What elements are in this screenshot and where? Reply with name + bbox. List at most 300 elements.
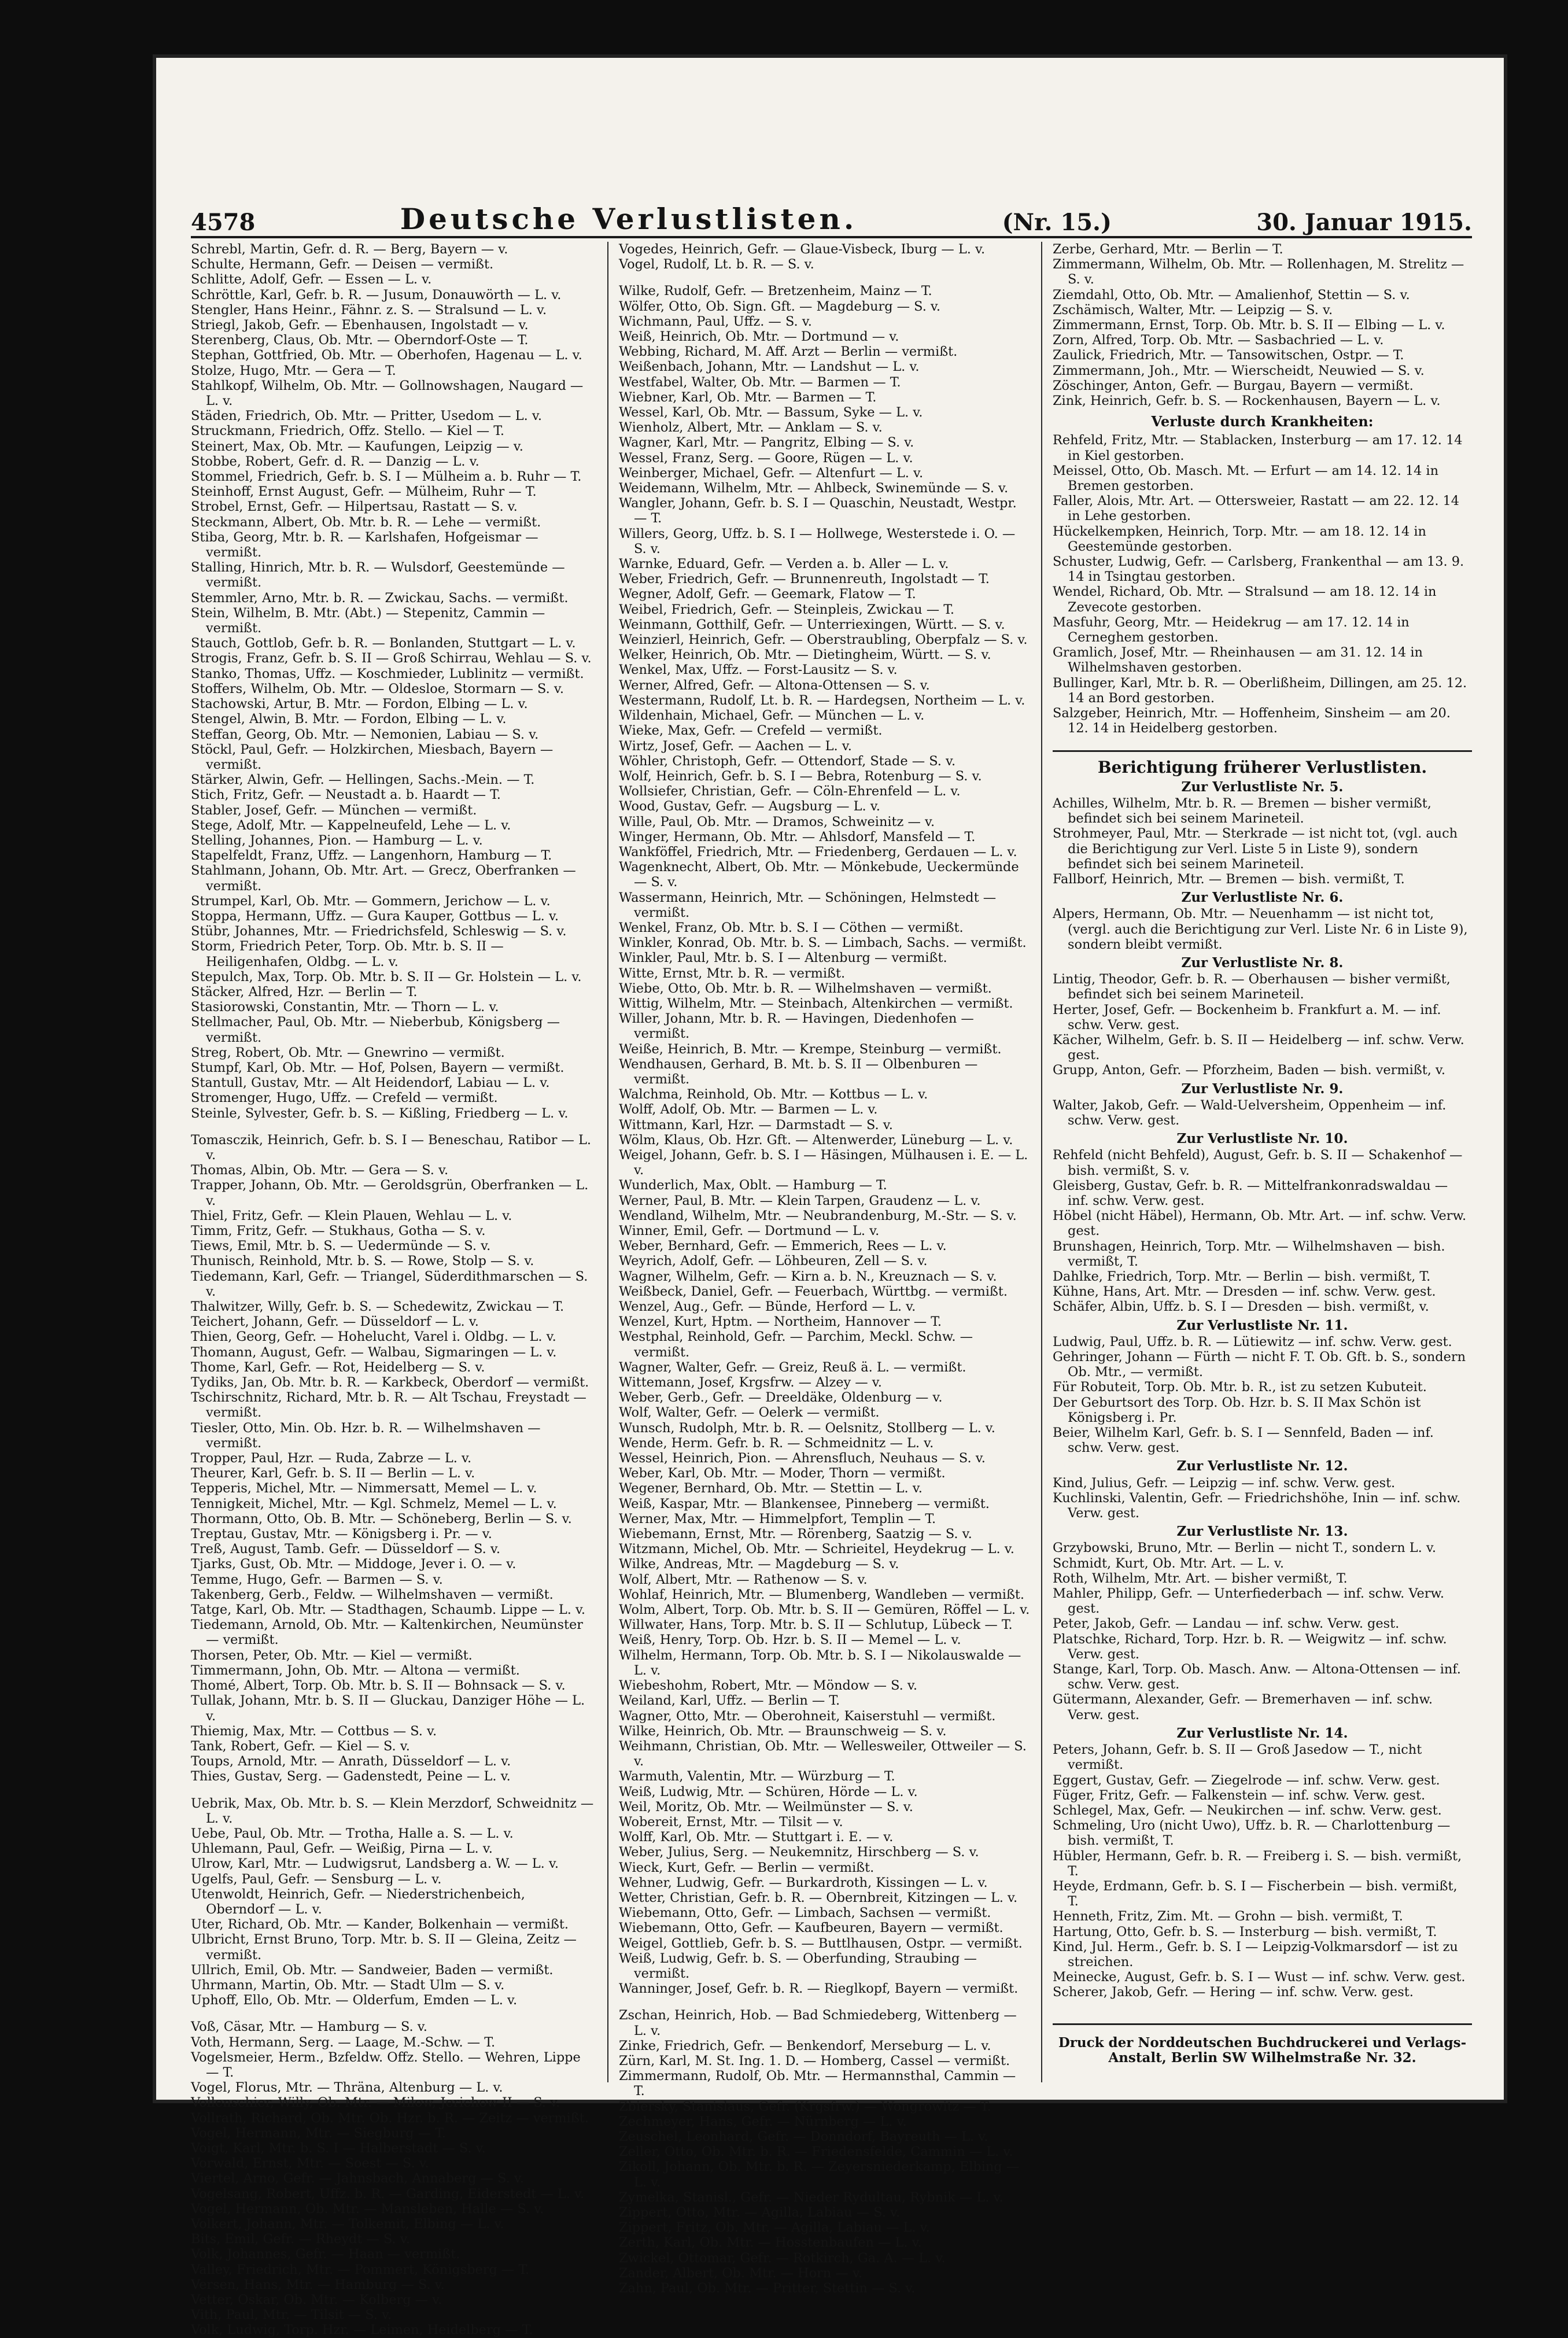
column-divider [1041, 242, 1042, 2082]
list-entry: Kühne, Hans, Art. Mtr. — Dresden — inf. schw. Verw. gest. [1053, 1284, 1436, 1300]
list-entry: Bullinger, Karl, Mtr. b. R. — Oberlißheim, Dillingen, am 25. 12. 14 an Bord gestorben. [1053, 675, 1467, 706]
list-entry: Hübler, Hermann, Gefr. b. R. — Freiberg i. S. — bish. vermißt, T. [1053, 1848, 1462, 1879]
list-entry: Städen, Friedrich, Ob. Mtr. — Pritter, Usedom — L. v. [191, 408, 542, 424]
list-entry: Winkler, Konrad, Ob. Mtr. b. S. — Limbach, Sachs. — vermißt. [619, 935, 1027, 951]
list-entry: Tjarks, Gust, Ob. Mtr. — Middoge, Jever i. O. — v. [191, 1557, 516, 1572]
list-entry: Weiß, Ludwig, Mtr. — Schüren, Hörde — L. v. [619, 1784, 918, 1799]
list-entry: Winkler, Paul, Mtr. b. S. I — Altenburg — vermißt. [619, 950, 947, 966]
list-entry: Wolff, Adolf, Ob. Mtr. — Barmen — L. v. [619, 1102, 878, 1118]
list-entry: Weißbeck, Daniel, Gefr. — Feuerbach, Württbg. — vermißt. [619, 1284, 1008, 1299]
list-entry: Bits, Emil, Gefr. — Rheydt — S. v. [191, 2232, 410, 2247]
list-entry: Weidemann, Wilhelm, Mtr. — Ahlbeck, Swinemünde — S. v. [619, 481, 1009, 496]
list-entry: Wankföffel, Friedrich, Mtr. — Friedenberg, Gerdauen — L. v. [619, 844, 1017, 860]
list-entry: Hartung, Otto, Gefr. b. S. — Insterburg — bish. vermißt, T. [1053, 1924, 1437, 1939]
list-entry: Stalling, Hinrich, Mtr. b. R. — Wulsdorf, Geestemünde — vermißt. [191, 560, 565, 591]
list-entry: Strogis, Franz, Gefr. b. S. II — Groß Schirrau, Wehlau — S. v. [191, 651, 592, 666]
list-entry: Wiebemann, Otto, Gefr. — Limbach, Sachsen — vermißt. [619, 1905, 991, 1921]
list-entry: Witte, Ernst, Mtr. b. R. — vermißt. [619, 965, 846, 981]
list-entry: Steinert, Max, Ob. Mtr. — Kaufungen, Leipzig — v. [191, 438, 523, 454]
list-entry: Tullak, Johann, Mtr. b. S. II — Gluckau, Danziger Höhe — L. v. [191, 1693, 585, 1724]
list-entry: Weigel, Gottlieb, Gefr. b. S. — Buttlhausen, Ostpr. — vermißt. [619, 1935, 1023, 1951]
list-entry: Wilke, Heinrich, Ob. Mtr. — Braunschweig — S. v. [619, 1723, 947, 1739]
list-entry: Storm, Friedrich Peter, Torp. Ob. Mtr. b. S. II — Heiligenhafen, Oldbg. — L. v. [191, 939, 504, 969]
subsection-heading: Zur Verlustliste Nr. 8. [1181, 954, 1344, 971]
list-entry: Vollrath, Richard, Ob. Mtr. Ob. Hzr. b. R. — Zeitz — vermißt. [191, 2110, 589, 2126]
list-entry: Tomasczik, Heinrich, Gefr. b. S. I — Beneschau, Ratibor — L. v. [191, 1132, 592, 1163]
list-entry: Weil, Moritz, Ob. Mtr. — Weilmünster — S. v. [619, 1799, 913, 1815]
list-entry: Wöhler, Christoph, Gefr. — Ottendorf, Stade — S. v. [619, 753, 956, 769]
list-entry: Striegl, Jakob, Gefr. — Ebenhausen, Ingolstadt — v. [191, 318, 529, 333]
list-entry: Wood, Gustav, Gefr. — Augsburg — L. v. [619, 799, 880, 814]
list-entry: Uter, Richard, Ob. Mtr. — Kander, Bolkenhain — vermißt. [191, 1917, 569, 1933]
subsection-heading: Zur Verlustliste Nr. 9. [1181, 1081, 1344, 1097]
list-entry: Henneth, Fritz, Zim. Mt. — Grohn — bish. vermißt, T. [1053, 1909, 1403, 1924]
list-entry: Wobereit, Ernst, Mtr. — Tilsit — v. [619, 1814, 843, 1830]
list-entry: Warnke, Eduard, Gefr. — Verden a. b. Aller — L. v. [619, 556, 949, 572]
list-entry: Brunshagen, Heinrich, Torp. Mtr. — Wilhelmshaven — bish. vermißt, T. [1053, 1238, 1445, 1269]
list-entry: Wetter, Christian, Gefr. b. R. — Obernbreit, Kitzingen — L. v. [619, 1890, 1018, 1905]
list-entry: Wilke, Andreas, Mtr. — Magdeburg — S. v. [619, 1557, 899, 1572]
list-entry: Scherer, Jakob, Gefr. — Hering — inf. schw. Verw. gest. [1053, 1985, 1414, 2000]
list-entry: Timm, Fritz, Gefr. — Stukhaus, Gotha — S. v. [191, 1223, 486, 1238]
list-entry: Wolff, Karl, Ob. Mtr. — Stuttgart i. E. — v. [619, 1830, 894, 1845]
list-entry: Wenzel, Kurt, Hptm. — Northeim, Hannover — T. [619, 1314, 942, 1330]
list-entry: Grupp, Anton, Gefr. — Pforzheim, Baden — bish. vermißt, v. [1053, 1063, 1446, 1078]
issue-number: (Nr. 15.) [1002, 209, 1112, 236]
list-entry: Stabler, Josef, Gefr. — München — vermißt. [191, 802, 477, 818]
subsection-heading: Zur Verlustliste Nr. 11. [1176, 1317, 1348, 1333]
list-entry: Werner, Paul, B. Mtr. — Klein Tarpen, Graudenz — L. v. [619, 1193, 981, 1208]
list-entry: Meissel, Otto, Ob. Masch. Mt. — Erfurt — am 14. 12. 14 in Bremen gestorben. [1053, 463, 1439, 494]
list-entry: Weiße, Heinrich, B. Mtr. — Krempe, Steinburg — vermißt. [619, 1041, 1002, 1057]
list-entry: Zeller, Otto, Ob. Mtr. b. R. — Friedensfelde, Cammin — L. v. [619, 2144, 1013, 2160]
list-entry: Stäcker, Alfred, Hzr. — Berlin — T. [191, 984, 418, 1000]
list-entry: Stommel, Friedrich, Gefr. b. S. I — Mülheim a. b. Ruhr — T. [191, 469, 582, 485]
list-entry: Zahn, Paul, Ob. Mtr. — Pritter, Stettin — S. v. [619, 2281, 916, 2296]
list-entry: Schuster, Ludwig, Gefr. — Carlsberg, Frankenthal — am 13. 9. 14 in Tsingtau gestorben. [1053, 554, 1464, 585]
list-entry: Wegner, Adolf, Gefr. — Geemark, Flatow — T. [619, 587, 916, 602]
list-entry: Stahlkopf, Wilhelm, Ob. Mtr. — Gollnowshagen, Naugard — L. v. [191, 378, 584, 409]
list-entry: Der Geburtsort des Torp. Ob. Hzr. b. S. II Max Schön ist Königsberg i. Pr. [1053, 1395, 1421, 1425]
list-entry: Thomann, August, Gefr. — Walbau, Sigmaringen — L. v. [191, 1344, 557, 1360]
column-1 [191, 242, 596, 2338]
list-entry: Vogelsang, Robert, Uffz. b. R. — Garding, Eiderstedt — L. v. [191, 2186, 585, 2201]
list-entry: Gleisberg, Gustav, Gefr. b. R. — Mittelfrankonradswaldau — inf. schw. Verw. gest. [1053, 1178, 1448, 1208]
list-entry: Stumpf, Karl, Ob. Mtr. — Hof, Polsen, Bayern — vermißt. [191, 1060, 565, 1075]
list-entry: Rehfeld (nicht Behfeld), August, Gefr. b. S. II — Schakenhof — bish. vermißt, S. v. [1053, 1148, 1463, 1178]
list-entry: Vogel, Hermann, Mtr. — Siegburg — T. [191, 2125, 446, 2141]
list-entry: Weiland, Karl, Uffz. — Berlin — T. [619, 1693, 840, 1709]
list-entry: Wende, Herm. Gefr. b. R. — Schmeidnitz — L. v. [619, 1435, 934, 1451]
list-entry: Wiebemann, Ernst, Mtr. — Rörenberg, Saatzig — S. v. [619, 1526, 972, 1542]
list-entry: Tschirschnitz, Richard, Mtr. b. R. — Alt Tschau, Freystadt — vermißt. [191, 1390, 586, 1421]
list-entry: Uebrik, Max, Ob. Mtr. b. S. — Klein Merzdorf, Schweidnitz — L. v. [191, 1795, 594, 1826]
page-number: 4578 [191, 209, 256, 236]
list-entry: Stoffers, Wilhelm, Ob. Mtr. — Oldesloe, Stormarn — S. v. [191, 681, 564, 696]
list-entry: Wenkel, Franz, Ob. Mtr. b. S. I — Cöthen — vermißt. [619, 920, 964, 935]
list-entry: Hückelkempken, Heinrich, Torp. Mtr. — am 18. 12. 14 in Geestemünde gestorben. [1053, 523, 1426, 554]
list-entry: Kuchlinski, Valentin, Gefr. — Friedrichshöhe, Inin — inf. schw. Verw. gest. [1053, 1490, 1461, 1521]
list-entry: Stemmler, Arno, Mtr. b. R. — Zwickau, Sachs. — vermißt. [191, 590, 569, 606]
publication-title: Deutsche Verlustlisten. [400, 202, 858, 236]
list-entry: Toups, Arnold, Mtr. — Anrath, Düsseldorf — L. v. [191, 1754, 511, 1769]
list-entry: Eggert, Gustav, Gefr. — Ziegelrode — inf. schw. Verw. gest. [1053, 1772, 1440, 1788]
column-divider [607, 242, 608, 2082]
list-entry: Tiesler, Otto, Min. Ob. Hzr. b. R. — Wilhelmshaven — vermißt. [191, 1420, 541, 1451]
list-entry: Volk, Ludwig, Torp. Hzr. — Leimen, Heidelberg — T. [191, 2322, 533, 2338]
list-entry: Gramlich, Josef, Mtr. — Rheinhausen — am 31. 12. 14 in Wilhelmshaven gestorben. [1053, 645, 1423, 676]
list-entry: Zimmermann, Rudolf, Ob. Mtr. — Hermannsthal, Cammin — T. [619, 2068, 1016, 2099]
list-entry: Zink, Heinrich, Gefr. b. S. — Rockenhausen, Bayern — L. v. [1053, 393, 1441, 409]
list-entry: Weiß, Henry, Torp. Ob. Hzr. b. S. II — Memel — L. v. [619, 1632, 961, 1648]
subsection-heading: Zur Verlustliste Nr. 13. [1176, 1524, 1348, 1540]
list-entry: Lintig, Theodor, Gefr. b. R. — Oberhausen — bisher vermißt, befindet sich bei seinem Marineteil. [1053, 972, 1451, 1002]
list-entry: Trapper, Johann, Ob. Mtr. — Geroldsgrün, Oberfranken — L. v. [191, 1178, 589, 1208]
list-entry: Wichmann, Paul, Uffz. — S. v. [619, 314, 812, 329]
list-entry: Vetter, Oskar, Ob. Mtr. — Kolberg — v. [191, 2292, 442, 2308]
list-entry: Witzmann, Michel, Ob. Mtr. — Schrieitel, Heydekrug — L. v. [619, 1542, 1014, 1557]
list-entry: Füger, Fritz, Gefr. — Falkenstein — inf. schw. Verw. gest. [1053, 1787, 1426, 1803]
list-entry: Wenzel, Aug., Gefr. — Bünde, Herford — L. v. [619, 1299, 916, 1315]
list-entry: Voth, Hermann, Serg. — Laage, M.-Schw. — T. [191, 2034, 496, 2050]
list-entry: Zschan, Heinrich, Hob. — Bad Schmiedeberg, Wittenberg — L. v. [619, 2008, 1017, 2038]
list-entry: Tatge, Karl, Ob. Mtr. — Stadthagen, Schaumb. Lippe — L. v. [191, 1602, 586, 1618]
list-entry: Walter, Jakob, Gefr. — Wald-Uelversheim, Oppenheim — inf. schw. Verw. gest. [1053, 1097, 1447, 1128]
list-entry: Weinberger, Michael, Gefr. — Altenfurt — L. v. [619, 465, 924, 481]
list-entry: Zerth, Karl, Ob. Mtr. — Hosstenbaufen — L. v. [619, 2235, 922, 2251]
list-entry: Timmermann, John, Ob. Mtr. — Altona — vermißt. [191, 1662, 520, 1678]
list-entry: Weihmann, Christian, Ob. Mtr. — Wellesweiler, Ottweiler — S. v. [619, 1738, 1027, 1769]
section-title: Berichtigung früherer Verlustlisten. [1053, 750, 1472, 775]
list-entry: Stich, Fritz, Gefr. — Neustadt a. b. Haardt — T. [191, 787, 501, 803]
list-entry: Weber, Gerb., Gefr. — Dreeldäke, Oldenburg — v. [619, 1390, 943, 1406]
list-entry: Stepulch, Max, Torp. Ob. Mtr. b. S. II — Gr. Holstein — L. v. [191, 969, 582, 984]
list-entry: Takenberg, Gerb., Feldw. — Wilhelmshaven — vermißt. [191, 1587, 554, 1602]
list-entry: Utenwoldt, Heinrich, Gefr. — Niederstrichenbeich, Oberndorf — L. v. [191, 1886, 525, 1917]
list-entry: Stephan, Gottfried, Ob. Mtr. — Oberhofen, Hagenau — L. v. [191, 348, 582, 363]
list-entry: Wieck, Kurt, Gefr. — Berlin — vermißt. [619, 1860, 875, 1875]
list-entry: Masfuhr, Georg, Mtr. — Heidekrug — am 17. 12. 14 in Cerneghem gestorben. [1053, 614, 1410, 646]
list-entry: Weyrich, Adolf, Gefr. — Löhbeuren, Zell — S. v. [619, 1253, 928, 1269]
list-entry: Wanninger, Josef, Gefr. b. R. — Rieglkopf, Bayern — vermißt. [619, 1981, 1019, 1997]
list-entry: Kächer, Wilhelm, Gefr. b. S. II — Heidelberg — inf. schw. Verw. gest. [1053, 1032, 1464, 1063]
list-entry: Vogel, Hermann, Ob. Mtr. — Mansleben, Halle — S. v. [191, 2201, 544, 2217]
list-entry: Volkert, Johann, Mtr. — Tolkemit, Elbing — L. v. [191, 2217, 504, 2232]
page-header [191, 196, 1472, 238]
list-entry: Faller, Alois, Mtr. Art. — Ottersweier, Rastatt — am 22. 12. 14 in Lehe gestorben. [1053, 493, 1460, 524]
list-entry: Wittmann, Karl, Hzr. — Darmstadt — S. v. [619, 1117, 893, 1133]
list-entry: Strumpel, Karl, Ob. Mtr. — Gommern, Jerichow — L. v. [191, 893, 551, 909]
list-entry: Wessel, Karl, Ob. Mtr. — Bassum, Syke — L. v. [619, 405, 923, 421]
list-entry: Ullrich, Emil, Ob. Mtr. — Sandweier, Baden — vermißt. [191, 1962, 554, 1978]
list-entry: Steinle, Sylvester, Gefr. b. S. — Kißling, Friedberg — L. v. [191, 1105, 569, 1121]
list-entry: Weiß, Heinrich, Ob. Mtr. — Dortmund — v. [619, 329, 899, 345]
list-entry: Stengler, Hans Heinr., Fähnr. z. S. — Stralsund — L. v. [191, 302, 547, 318]
list-entry: Stöckl, Paul, Gefr. — Holzkirchen, Miesbach, Bayern — vermißt. [191, 742, 554, 772]
list-entry: Wildenhain, Michael, Gefr. — München — L. v. [619, 708, 925, 724]
list-entry: Stauch, Gottlob, Gefr. b. R. — Bonlanden, Stuttgart — L. v. [191, 636, 576, 651]
list-entry: Wagner, Walter, Gefr. — Greiz, Reuß ä. L. — vermißt. [619, 1359, 966, 1375]
list-entry: Zimmermann, Ernst, Torp. Ob. Mtr. b. S. II — Elbing — L. v. [1053, 318, 1445, 333]
list-entry: Welker, Heinrich, Ob. Mtr. — Dietingheim, Württ. — S. v. [619, 647, 991, 663]
list-entry: Dahlke, Friedrich, Torp. Mtr. — Berlin — bish. vermißt, T. [1053, 1269, 1431, 1284]
list-entry: Schmeling, Uro (nicht Uwo), Uffz. b. R. — Charlottenburg — bish. vermißt, T. [1053, 1818, 1451, 1849]
list-entry: Zaulick, Friedrich, Mtr. — Tansowitschen, Ostpr. — T. [1053, 348, 1404, 363]
list-entry: Zwickel, Ottomar, Gefr. — Rotkirch, Ga. A. — L. v. [619, 2250, 946, 2266]
list-entry: Schröttle, Karl, Gefr. b. R. — Jusum, Donauwörth — L. v. [191, 287, 562, 303]
list-entry: Uhrmann, Martin, Ob. Mtr. — Stadt Ulm — S. v. [191, 1977, 505, 1993]
list-entry: Weber, Bernhard, Gefr. — Emmerich, Rees — L. v. [619, 1238, 947, 1254]
list-entry: Stellmacher, Paul, Ob. Mtr. — Nieberbub, Königsberg — vermißt. [191, 1015, 560, 1045]
list-entry: Vith, Paul, Mtr. — Tilsit — S. v. [191, 2307, 392, 2323]
list-entry: Weißenbach, Johann, Mtr. — Landshut — L. v. [619, 359, 920, 375]
list-entry: Schrebl, Martin, Gefr. d. R. — Berg, Bayern — v. [191, 242, 508, 257]
list-entry: Webbing, Richard, M. Aff. Arzt — Berlin — vermißt. [619, 344, 958, 360]
list-entry: Achilles, Wilhelm, Mtr. b. R. — Bremen — bisher vermißt, befindet sich bei seinem Marineteil. [1053, 795, 1432, 827]
list-entry: Vollenschier, Willy, Ob. Mtr. — Milow, Jerichow II — S. v. [191, 2095, 560, 2111]
list-entry: Peters, Johann, Gefr. b. S. II — Groß Jasedow — T., nicht vermißt. [1053, 1742, 1422, 1773]
list-entry: Struckmann, Friedrich, Offz. Stello. — Kiel — T. [191, 423, 504, 439]
list-entry: Weigel, Johann, Gefr. b. S. I — Häsingen, Mülhausen i. E. — L. v. [619, 1147, 1028, 1178]
newspaper-page [156, 58, 1504, 2338]
list-entry: Zippert, Otto, Mtr. — Agilla, Labiau — S. v. [619, 2205, 901, 2220]
list-entry: Zöschinger, Anton, Gefr. — Burgau, Bayern — vermißt. [1053, 378, 1414, 393]
list-entry: Westfabel, Walter, Ob. Mtr. — Barmen — T. [619, 374, 901, 390]
list-entry: Wolm, Albert, Torp. Ob. Mtr. b. S. II — Gemüren, Röffel — L. v. [619, 1602, 1030, 1618]
list-entry: Sterenberg, Claus, Ob. Mtr. — Oberndorf-Oste — T. [191, 333, 529, 348]
list-entry: Weinzierl, Heinrich, Gefr. — Oberstraubling, Oberpfalz — S. v. [619, 632, 1028, 648]
list-entry: Wölfer, Otto, Ob. Sign. Gft. — Magdeburg — S. v. [619, 298, 941, 314]
list-entry: Platschke, Richard, Torp. Hzr. b. R. — Weigwitz — inf. schw. Verw. gest. [1053, 1631, 1447, 1662]
list-entry: Zerbe, Gerhard, Mtr. — Berlin — T. [1053, 242, 1283, 257]
list-entry: Thies, Gustav, Serg. — Gadenstedt, Peine — L. v. [191, 1769, 511, 1784]
list-entry: Westphal, Reinhold, Gefr. — Parchim, Meckl. Schw. — vermißt. [619, 1329, 973, 1360]
list-entry: Wittig, Wilhelm, Mtr. — Steinbach, Altenkirchen — vermißt. [619, 995, 1013, 1011]
list-entry: Wiebeshohm, Robert, Mtr. — Möndow — S. v. [619, 1678, 917, 1694]
list-entry: Tiedemann, Arnold, Ob. Mtr. — Kaltenkirchen, Neumünster — vermißt. [191, 1617, 583, 1648]
list-entry: Tiews, Emil, Mtr. b. S. — Uedermünde — S. v. [191, 1238, 491, 1254]
list-entry: Wassermann, Heinrich, Mtr. — Schöningen, Helmstedt — vermißt. [619, 890, 997, 920]
list-entry: Thome, Karl, Gefr. — Rot, Heidelberg — S. v. [191, 1359, 485, 1375]
section-heading: Verluste durch Krankheiten: [1151, 413, 1374, 430]
list-entry: Thien, Georg, Gefr. — Hohelucht, Varel i. Oldbg. — L. v. [191, 1329, 556, 1345]
list-entry: Wirtz, Josef, Gefr. — Aachen — L. v. [619, 738, 852, 754]
list-entry: Werner, Max, Mtr. — Himmelpfort, Templin — T. [619, 1511, 936, 1526]
list-entry: Stange, Karl, Torp. Ob. Masch. Anw. — Altona-Ottensen — inf. schw. Verw. gest. [1053, 1662, 1461, 1692]
list-entry: Beier, Wilhelm Karl, Gefr. b. S. I — Sennfeld, Baden — inf. schw. Verw. gest. [1053, 1425, 1434, 1456]
list-entry: Alpers, Hermann, Ob. Mtr. — Neuenhamm — ist nicht tot, (vergl. auch die Berichtigung zur Verl. Liste Nr. 6 in Liste 9), sondern bleibt vermißt. [1053, 906, 1468, 952]
list-entry: Zimmermann, Joh., Mtr. — Wierscheidt, Neuwied — S. v. [1053, 363, 1425, 378]
list-entry: Tennigkeit, Michel, Mtr. — Kgl. Schmelz, Memel — L. v. [191, 1496, 557, 1511]
list-entry: Wagner, Wilhelm, Gefr. — Kirn a. b. N., Kreuznach — S. v. [619, 1268, 997, 1284]
list-entry: Weber, Karl, Ob. Mtr. — Moder, Thorn — vermißt. [619, 1466, 946, 1481]
list-entry: Treptau, Gustav, Mtr. — Königsberg i. Pr. — v. [191, 1526, 492, 1542]
list-entry: Rehfeld, Fritz, Mtr. — Stablacken, Insterburg — am 17. 12. 14 in Kiel gestorben. [1053, 433, 1463, 463]
list-entry: Valley, Friedrich, Mtr. — Pommert, Königsberg — T. [191, 2262, 530, 2277]
list-entry: Wieke, Max, Gefr. — Crefeld — vermißt. [619, 723, 883, 739]
list-entry: Steckmann, Albert, Ob. Mtr. b. R. — Lehe — vermißt. [191, 514, 541, 530]
list-entry: Stasiorowski, Constantin, Mtr. — Thorn — L. v. [191, 1000, 499, 1015]
list-entry: Thiemig, Max, Mtr. — Cottbus — S. v. [191, 1723, 437, 1739]
list-entry: Salzgeber, Heinrich, Mtr. — Hoffenheim, Sinsheim — am 20. 12. 14 in Heidelberg gestorben. [1053, 706, 1451, 736]
list-entry: Wagner, Otto, Mtr. — Oberohneit, Kaiserstuhl — vermißt. [619, 1708, 996, 1724]
list-entry: Wendland, Wilhelm, Mtr. — Neubrandenburg, M.-Str. — S. v. [619, 1208, 1017, 1223]
list-entry: Thomé, Albert, Torp. Ob. Mtr. b. S. II — Bohnsack — S. v. [191, 1678, 566, 1694]
list-entry: Stapelfeldt, Franz, Uffz. — Langenhorn, Hamburg — T. [191, 848, 552, 864]
list-entry: Uebe, Paul, Ob. Mtr. — Trotha, Halle a. S. — L. v. [191, 1826, 514, 1841]
list-entry: Für Robuteit, Torp. Ob. Mtr. b. R., ist zu setzen Kubuteit. [1053, 1380, 1427, 1395]
list-entry: Stahlmann, Johann, Ob. Mtr. Art. — Grecz, Oberfranken — vermißt. [191, 863, 576, 894]
list-entry: Wunsch, Rudolph, Mtr. b. R. — Oelsnitz, Stollberg — L. v. [619, 1420, 995, 1436]
list-entry: Willers, Georg, Uffz. b. S. I — Hollwege, Westerstede i. O. — S. v. [619, 526, 1016, 556]
list-entry: Wölm, Klaus, Ob. Hzr. Gft. — Altenwerder, Lüneburg — L. v. [619, 1132, 1013, 1148]
list-entry: Wiebner, Karl, Ob. Mtr. — Barmen — T. [619, 389, 877, 405]
list-entry: Schäfer, Albin, Uffz. b. S. I — Dresden — bish. vermißt, v. [1053, 1299, 1429, 1315]
list-entry: Wessel, Heinrich, Pion. — Ahrensfluch, Neuhaus — S. v. [619, 1451, 986, 1466]
list-entry: Wittemann, Josef, Krgsfrw. — Alzey — v. [619, 1375, 882, 1391]
list-entry: Wolf, Heinrich, Gefr. b. S. I — Bebra, Rotenburg — S. v. [619, 768, 982, 784]
list-entry: Walchma, Reinhold, Ob. Mtr. — Kottbus — L. v. [619, 1087, 928, 1102]
list-entry: Gehringer, Johann — Fürth — nicht F. T. Ob. Gft. b. S., sondern Ob. Mtr., — vermißt. [1053, 1349, 1466, 1380]
list-entry: Herter, Josef, Gefr. — Bockenheim b. Frankfurt a. M. — inf. schw. Verw. gest. [1053, 1002, 1441, 1032]
list-entry: Ludwig, Paul, Uffz. b. R. — Lütiewitz — inf. schw. Verw. gest. [1053, 1334, 1452, 1349]
list-entry: Wagenknecht, Albert, Ob. Mtr. — Mönkebude, Ueckermünde — S. v. [619, 860, 1019, 890]
list-entry: Heyde, Erdmann, Gefr. b. S. I — Fischerbein — bish. vermißt, T. [1053, 1878, 1458, 1909]
list-entry: Wendel, Richard, Ob. Mtr. — Stralsund — am 18. 12. 14 in Zevecote gestorben. [1053, 584, 1437, 615]
list-entry: Wenkel, Max, Uffz. — Forst-Lausitz — S. v. [619, 662, 898, 678]
list-entry: Zander, Albert, Ob. Mtr. — Horn — v. [619, 2265, 862, 2281]
list-entry: Kind, Julius, Gefr. — Leipzig — inf. schw. Verw. gest. [1053, 1475, 1396, 1491]
list-entry: Wolf, Albert, Mtr. — Rathenow — S. v. [619, 1572, 868, 1587]
list-entry: Zymelka, Stanisl., Gefr. — Nieder Rydultau, Rybnik — L. v. [619, 2189, 1003, 2205]
list-entry: Zinke, Friedrich, Gefr. — Benkendorf, Merseburg — L. v. [619, 2038, 991, 2053]
list-entry: Voigt, Karl, Mtr. b. S. I — Halberstadt — S. v. [191, 2140, 486, 2156]
list-entry: Tydiks, Jan, Ob. Mtr. b. R. — Karkbeck, Oberdorf — vermißt. [191, 1375, 589, 1391]
list-entry: Thormann, Otto, Ob. B. Mtr. — Schöneberg, Berlin — S. v. [191, 1511, 572, 1526]
list-entry: Stantull, Gustav, Mtr. — Alt Heidendorf, Labiau — L. v. [191, 1075, 550, 1091]
list-entry: Ulbricht, Ernst Bruno, Torp. Mtr. b. S. II — Gleina, Zeitz — vermißt. [191, 1932, 577, 1963]
list-entry: Wiebemann, Otto, Gefr. — Kaufbeuren, Bayern — vermißt. [619, 1920, 1003, 1936]
list-entry: Wegener, Bernhard, Ob. Mtr. — Stettin — L. v. [619, 1481, 923, 1496]
list-entry: Stengel, Alwin, B. Mtr. — Fordon, Elbing — L. v. [191, 711, 507, 727]
list-entry: Wohlaf, Heinrich, Mtr. — Blumenberg, Wandleben — vermißt. [619, 1587, 1025, 1602]
list-entry: Thorsen, Peter, Ob. Mtr. — Kiel — vermißt. [191, 1647, 473, 1663]
list-entry: Peter, Jakob, Gefr. — Landau — inf. schw. Verw. gest. [1053, 1616, 1400, 1632]
list-entry: Stelling, Johannes, Pion. — Hamburg — L. v. [191, 832, 483, 848]
subsection-heading: Zur Verlustliste Nr. 5. [1181, 779, 1344, 795]
section-gap [191, 1121, 596, 1133]
list-entry: Zechmeyer, Hans, Gefr. — Nürnberg — L. v. [619, 2114, 907, 2129]
list-entry: Steinhoff, Ernst August, Gefr. — Mülheim, Ruhr — T. [191, 484, 537, 500]
list-entry: Viertel, Arno, Gefr. — Jahnsbach, Annaberg — S. v. [191, 2171, 524, 2186]
list-entry: Wagner, Karl, Mtr. — Pangritz, Elbing — S. v. [619, 435, 914, 451]
subsection-heading: Zur Verlustliste Nr. 10. [1176, 1131, 1348, 1147]
list-entry: Kind, Jul. Herm., Gefr. b. S. I — Leipzig-Volkmarsdorf — ist zu streichen. [1053, 1939, 1458, 1970]
list-entry: Warmuth, Valentin, Mtr. — Würzburg — T. [619, 1769, 895, 1784]
list-entry: Schmidt, Kurt, Ob. Mtr. Art. — L. v. [1053, 1555, 1285, 1571]
list-entry: Stiba, Georg, Mtr. b. R. — Karlshafen, Hofgeismar — vermißt. [191, 529, 538, 560]
list-entry: Willwater, Hans, Torp. Mtr. b. S. II — Schlutup, Lübeck — T. [619, 1617, 1013, 1633]
list-entry: Tiedemann, Karl, Gefr. — Triangel, Süderdithmarschen — S. v. [191, 1268, 588, 1299]
list-entry: Zschämisch, Walter, Mtr. — Leipzig — S. v. [1053, 302, 1333, 318]
list-entry: Vorwald, Ernst, Mtr. — Soest — S. v. [191, 2156, 429, 2171]
list-entry: Tank, Robert, Gefr. — Kiel — S. v. [191, 1738, 410, 1754]
list-entry: Winner, Emil, Gefr. — Dortmund — L. v. [619, 1223, 880, 1238]
list-entry: Vogelsmeier, Herm., Bzfeldw. Offz. Stello. — Wehren, Lippe — T. [191, 2049, 581, 2080]
list-entry: Wendhausen, Gerhard, B. Mt. b. S. II — Olbenburen — vermißt. [619, 1056, 978, 1087]
list-entry: Zimmermann, Wilhelm, Ob. Mtr. — Rollenhagen, M. Strelitz — S. v. [1053, 257, 1464, 287]
column-3 [1053, 242, 1472, 2082]
list-entry: Weiß, Ludwig, Gefr. b. S. — Oberfunding, Straubing — vermißt. [619, 1950, 977, 1981]
list-entry: Strobel, Ernst, Gefr. — Hilpertsau, Rastatt — S. v. [191, 499, 518, 515]
list-entry: Fallborf, Heinrich, Mtr. — Bremen — bish. vermißt, T. [1053, 871, 1405, 887]
list-entry: Tropper, Paul, Hzr. — Ruda, Zabrze — L. v. [191, 1451, 472, 1466]
list-entry: Weber, Julius, Serg. — Neukemnitz, Hirschberg — S. v. [619, 1845, 979, 1860]
list-entry: Vogedes, Heinrich, Gefr. — Glaue-Visbeck, Iburg — L. v. [619, 242, 986, 257]
list-entry: Stachowski, Artur, B. Mtr. — Fordon, Elbing — L. v. [191, 696, 528, 712]
list-entry: Stromenger, Hugo, Uffz. — Crefeld — vermißt. [191, 1090, 498, 1106]
subsection-heading: Zur Verlustliste Nr. 12. [1176, 1458, 1348, 1474]
list-entry: Zeuschel, Leonhard, Gefr. — Donndorf, Bayreuth — L. v. [619, 2129, 988, 2144]
list-entry: Schlegel, Max, Gefr. — Neukirchen — inf. schw. Verw. gest. [1053, 1802, 1442, 1818]
list-entry: Vogel, Rudolf, Lt. b. R. — S. v. [619, 257, 814, 272]
list-entry: Höbel (nicht Häbel), Hermann, Ob. Mtr. Art. — inf. schw. Verw. gest. [1053, 1208, 1467, 1239]
list-entry: Weibel, Friedrich, Gefr. — Steinpleis, Zwickau — T. [619, 602, 954, 617]
list-entry: Thiel, Fritz, Gefr. — Klein Plauen, Wehlau — L. v. [191, 1208, 512, 1223]
list-entry: Weinmann, Gotthilf, Gefr. — Unterriexingen, Württ. — S. v. [619, 617, 1005, 632]
list-entry: Zorn, Alfred, Torp. Ob. Mtr. — Sasbachried — L. v. [1053, 333, 1384, 348]
list-entry: Voß, Cäsar, Mtr. — Hamburg — S. v. [191, 2019, 427, 2035]
list-entry: Tepperis, Michel, Mtr. — Nimmersatt, Memel — L. v. [191, 1481, 537, 1496]
list-entry: Zürn, Karl, M. St. Ing. 1. D. — Homberg, Cassel — vermißt. [619, 2053, 1010, 2068]
list-entry: Stärker, Alwin, Gefr. — Hellingen, Sachs.-Mein. — T. [191, 772, 535, 788]
list-entry: Strohmeyer, Paul, Mtr. — Sterkrade — ist nicht tot, (vgl. auch die Berichtigung zur Verl. Liste 5 in Liste 9), sondern befindet sich bei seinem Marineteil. [1053, 826, 1458, 872]
list-entry: Streg, Robert, Ob. Mtr. — Gnewrino — vermißt. [191, 1045, 505, 1060]
list-entry: Roth, Wilhelm, Mtr. Art. — bisher vermißt, T. [1053, 1570, 1348, 1586]
column-2 [619, 242, 1031, 2296]
list-entry: Treß, August, Tamb. Gefr. — Düsseldorf — S. v. [191, 1542, 500, 1557]
list-entry: Theurer, Karl, Gefr. b. S. II — Berlin — L. v. [191, 1466, 475, 1481]
list-entry: Ugelfs, Paul, Gefr. — Sensburg — L. v. [191, 1871, 442, 1887]
subsection-heading: Zur Verlustliste Nr. 14. [1176, 1725, 1348, 1741]
list-entry: Stanko, Thomas, Uffz. — Koschmieder, Lublinitz — vermißt. [191, 666, 584, 681]
list-entry: Stege, Adolf, Mtr. — Kappelneufeld, Lehe — L. v. [191, 817, 511, 833]
list-entry: Weiß, Kaspar, Mtr. — Blankensee, Pinneberg — vermißt. [619, 1496, 990, 1511]
list-entry: Wollsiefer, Christian, Gefr. — Cöln-Ehrenfeld — L. v. [619, 784, 961, 799]
list-entry: Meinecke, August, Gefr. b. S. I — Wust — inf. schw. Verw. gest. [1053, 1970, 1466, 1985]
list-entry: Zbiersky, Stanislaus, Gefr. (Krgsfrw.) — Wongrowitz — T. [619, 2099, 991, 2114]
list-entry: Wille, Paul, Ob. Mtr. — Dramos, Schweinitz — v. [619, 814, 935, 829]
list-entry: Westermann, Rudolf, Lt. b. R. — Hardegsen, Northeim — L. v. [619, 692, 1025, 708]
list-entry: Teichert, Johann, Gefr. — Düsseldorf — L. v. [191, 1314, 479, 1330]
list-entry: Wangler, Johann, Gefr. b. S. I — Quaschin, Neustadt, Westpr. — T. [619, 496, 1017, 526]
list-entry: Wessel, Franz, Serg. — Goore, Rügen — L. v. [619, 450, 913, 466]
list-entry: Stübr, Johannes, Mtr. — Friedrichsfeld, Schleswig — S. v. [191, 924, 567, 939]
list-entry: Wienholz, Albert, Mtr. — Anklam — S. v. [619, 420, 883, 436]
list-entry: Werner, Alfred, Gefr. — Altona-Ottensen — S. v. [619, 677, 930, 693]
section-gap [619, 272, 1031, 283]
list-entry: Weber, Friedrich, Gefr. — Brunnenreuth, Ingolstadt — T. [619, 571, 990, 587]
list-entry: Schlitte, Adolf, Gefr. — Essen — L. v. [191, 272, 432, 287]
list-entry: Ulrow, Karl, Mtr. — Ludwigsrut, Landsberg a. W. — L. v. [191, 1856, 559, 1872]
list-entry: Uhlemann, Paul, Gefr. — Weißig, Pirna — L. v. [191, 1841, 493, 1857]
list-entry: Versen, Hans, Mtr. — Hamburg — S. v. [191, 2277, 445, 2292]
list-entry: Thunisch, Reinhold, Mtr. b. S. — Rowe, Stolp — S. v. [191, 1253, 534, 1269]
list-entry: Vogel, Florus, Mtr. — Thräna, Altenburg — L. v. [191, 2080, 503, 2096]
list-entry: Wiebe, Otto, Ob. Mtr. b. R. — Wilhelmshaven — vermißt. [619, 980, 992, 996]
list-entry: Thomas, Albin, Ob. Mtr. — Gera — S. v. [191, 1163, 449, 1178]
list-entry: Stoppa, Hermann, Uffz. — Gura Kauper, Gottbus — L. v. [191, 908, 559, 924]
